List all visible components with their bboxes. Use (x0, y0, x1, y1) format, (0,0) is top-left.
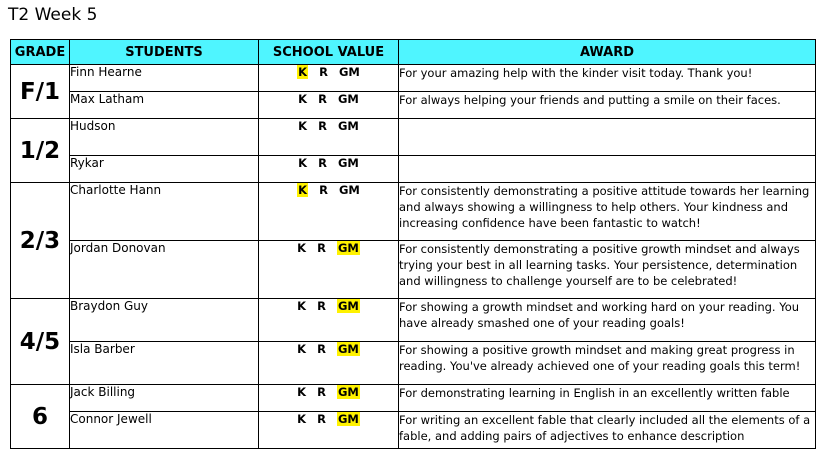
grade-cell: 6 (11, 385, 70, 449)
school-values-cell (259, 412, 399, 449)
header-students: STUDENTS (70, 40, 259, 65)
school-value-r: R (318, 92, 327, 106)
school-values-cell (259, 156, 399, 183)
school-value-gm: GM (338, 183, 360, 197)
award-text: For showing a growth mindset and working hard on your reading. You have already smashed one of your reading goals! (399, 299, 816, 342)
table-row (11, 156, 816, 183)
school-value-r: R (318, 156, 327, 170)
school-value-r: R (318, 119, 327, 133)
school-value-r: R (317, 342, 326, 356)
school-value-r: R (319, 65, 328, 79)
school-value-r: R (317, 299, 326, 313)
table-row (11, 385, 816, 412)
school-value-k: K (297, 342, 307, 356)
header-row (11, 40, 816, 65)
school-value-r: R (319, 183, 328, 197)
table-row (11, 342, 816, 385)
school-values-cell (259, 241, 399, 299)
award-text: For consistently demonstrating a positive growth mindset and always trying your best in all learning tasks. Your persistence, determination and willingness to challenge yourself are to be celebrated! (399, 241, 816, 299)
student-name: Charlotte Hann (70, 183, 259, 241)
school-value-k: K (298, 183, 308, 197)
header-school-value: SCHOOL VALUE (259, 40, 399, 65)
award-text: For writing an excellent fable that clearly included all the elements of a fable, and adding pairs of adjectives to enhance description (399, 412, 816, 449)
school-value-gm: GM (337, 342, 359, 356)
grade-cell: F/1 (11, 65, 70, 119)
school-value-k: K (298, 92, 308, 106)
school-value-gm: GM (337, 299, 359, 313)
page-title: T2 Week 5 (8, 5, 98, 25)
school-value-r: R (317, 385, 326, 399)
table-row (11, 241, 816, 299)
header-grade: GRADE (11, 40, 70, 65)
student-name: Finn Hearne (70, 65, 259, 92)
school-value-gm: GM (337, 156, 359, 170)
student-name: Jack Billing (70, 385, 259, 412)
school-values-cell (259, 183, 399, 241)
table-row (11, 183, 816, 241)
school-value-k: K (297, 385, 307, 399)
award-text (399, 119, 816, 156)
header-award: AWARD (399, 40, 816, 65)
student-name: Jordan Donovan (70, 241, 259, 299)
grade-cell: 2/3 (11, 183, 70, 299)
school-values-cell (259, 92, 399, 119)
school-value-k: K (297, 299, 307, 313)
school-value-gm: GM (338, 65, 360, 79)
school-value-gm: GM (337, 412, 359, 426)
school-value-gm: GM (337, 385, 359, 399)
table-row (11, 412, 816, 449)
student-name: Rykar (70, 156, 259, 183)
school-values-cell (259, 65, 399, 92)
school-value-r: R (317, 241, 326, 255)
awards-table (10, 39, 816, 449)
student-name: Isla Barber (70, 342, 259, 385)
student-name: Max Latham (70, 92, 259, 119)
school-value-k: K (298, 156, 308, 170)
school-value-gm: GM (337, 119, 359, 133)
school-value-gm: GM (337, 92, 359, 106)
school-values-cell (259, 299, 399, 342)
award-text: For demonstrating learning in English in an excellently written fable (399, 385, 816, 412)
school-value-k: K (298, 65, 308, 79)
table-row (11, 65, 816, 92)
school-value-r: R (317, 412, 326, 426)
school-value-k: K (297, 241, 307, 255)
award-text: For showing a positive growth mindset and making great progress in reading. You've already achieved one of your reading goals this term! (399, 342, 816, 385)
school-values-cell (259, 385, 399, 412)
table-row (11, 119, 816, 156)
award-text: For your amazing help with the kinder visit today. Thank you! (399, 65, 816, 92)
table-row (11, 92, 816, 119)
table-row (11, 299, 816, 342)
student-name: Connor Jewell (70, 412, 259, 449)
student-name: Braydon Guy (70, 299, 259, 342)
student-name: Hudson (70, 119, 259, 156)
school-values-cell (259, 342, 399, 385)
table-body (11, 65, 816, 449)
grade-cell: 1/2 (11, 119, 70, 183)
school-value-k: K (297, 412, 307, 426)
school-values-cell (259, 119, 399, 156)
grade-cell: 4/5 (11, 299, 70, 385)
award-text: For consistently demonstrating a positive attitude towards her learning and always showing a willingness to help others. Your kindness and increasing confidence have been fantastic to watch! (399, 183, 816, 241)
award-text: For always helping your friends and putting a smile on their faces. (399, 92, 816, 119)
award-text (399, 156, 816, 183)
school-value-gm: GM (337, 241, 359, 255)
school-value-k: K (298, 119, 308, 133)
